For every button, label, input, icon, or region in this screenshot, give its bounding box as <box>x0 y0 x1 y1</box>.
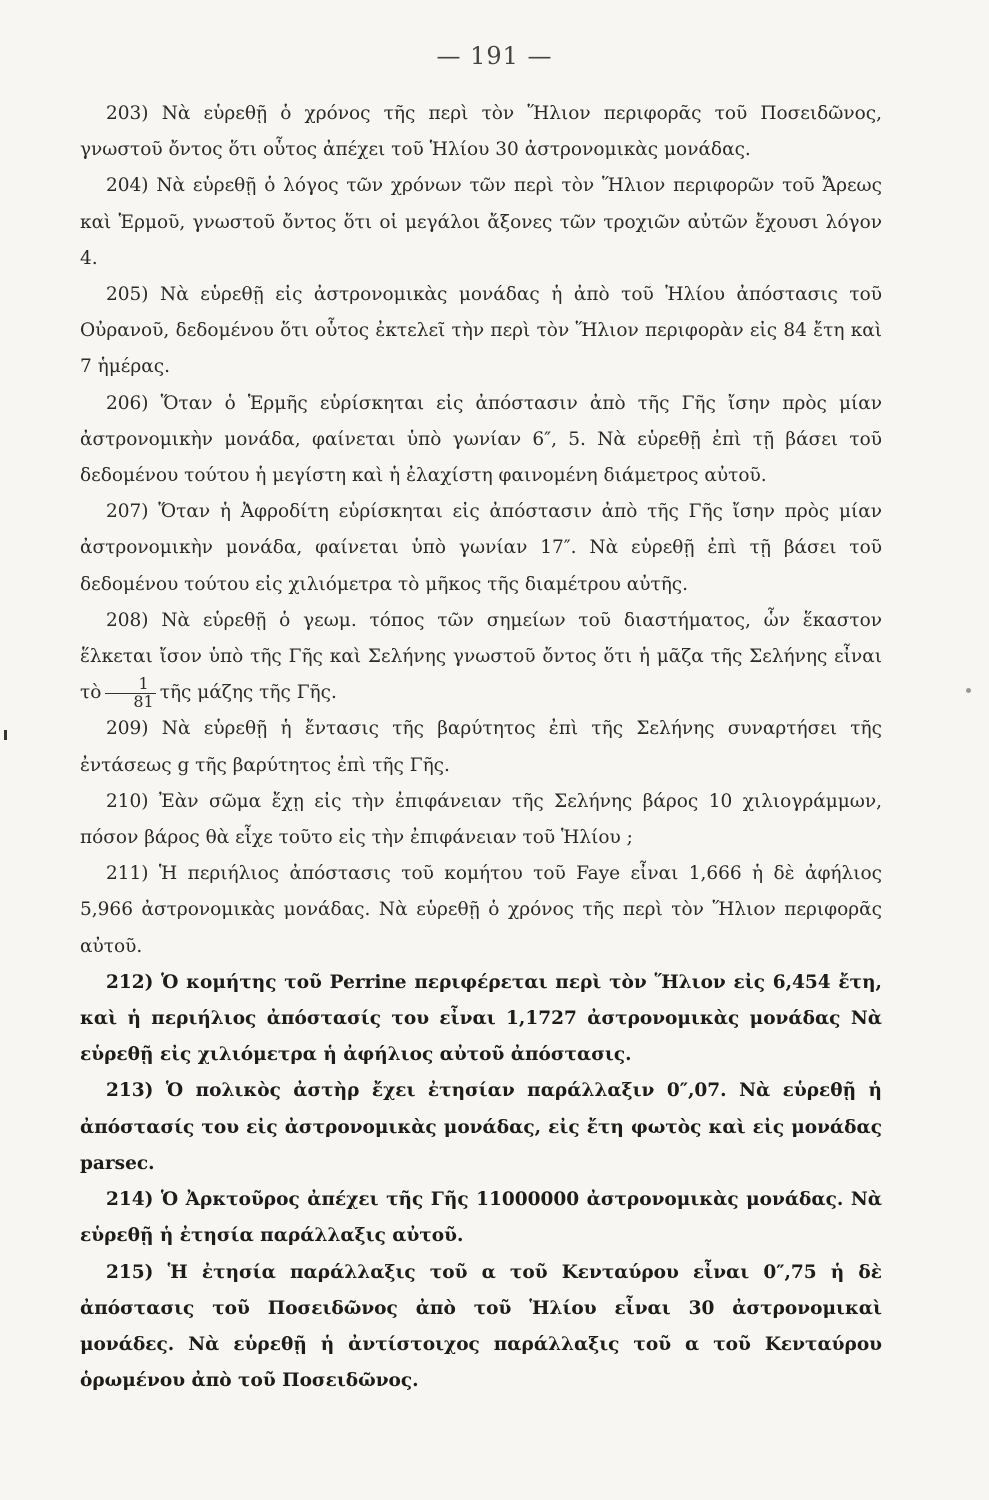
problem-208-text: 208) Νὰ εὑρεθῇ ὁ γεωμ. τόπος τῶν σημείων τοῦ διαστήματος, ὧν ἕκαστον ἕλκεται ἴσον ὑπὸ τῆς Γῆς καὶ Σελήνης γνωστοῦ ὄντος ὅτι ἡ μᾶζα τῆς Σελήνης εἶναι τὸ <box>80 609 882 704</box>
problem-204: 204) Νὰ εὑρεθῇ ὁ λόγος τῶν χρόνων τῶν περὶ τὸν Ἥλιον περιφορῶν τοῦ Ἄρεως καὶ Ἑρμοῦ, γνωστοῦ ὄντος ὅτι οἱ μεγάλοι ἄξονες τῶν τροχιῶν αὐτῶν ἔχουσι λόγον 4. <box>80 175 882 269</box>
problem-203: 203) Νὰ εὑρεθῇ ὁ χρόνος τῆς περὶ τὸν Ἥλιον περιφορᾶς τοῦ Ποσειδῶνος, γνωστοῦ ὄντος ὅτι οὗτος ἀπέχει τοῦ Ἡλίου 30 ἀστρονομικὰς μονάδας. <box>80 103 882 161</box>
fraction-denominator: 81 <box>133 691 154 711</box>
problem-208 <box>80 603 882 712</box>
problem-210: 210) Ἐὰν σῶμα ἔχῃ εἰς τὴν ἐπιφάνειαν τῆς Σελήνης βάρος 10 χιλιογράμμων, πόσον βάρος θὰ εἶχε τοῦτο εἰς τὴν ἐπιφάνειαν τοῦ Ἡλίου ; <box>80 790 882 849</box>
fraction-numerator: 1 <box>105 676 155 694</box>
problem-206: 206) Ὅταν ὁ Ἑρμῆς εὑρίσκηται εἰς ἀπόστασιν ἀπὸ τῆς Γῆς ἴσην πρὸς μίαν ἀστρονομικὴν μονάδα, φαίνεται ὑπὸ γωνίαν 6″, 5. Νὰ εὑρεθῇ ἐπὶ τῇ βάσει τοῦ δεδομένου τούτου ἡ μεγίστη καὶ ἡ ἐλαχίστη φαινομένη διάμετρος αὐτοῦ. <box>80 392 882 487</box>
problem-214: 214) Ὁ Ἀρκτοῦρος ἀπέχει τῆς Γῆς 11000000 ἀστρονομικὰς μονάδας. Νὰ εὑρεθῇ ἡ ἐτησία παράλλαξις αὐτοῦ. <box>80 1189 882 1247</box>
margin-dot <box>966 688 971 693</box>
problem-211: 211) Ἡ περιήλιος ἀπόστασις τοῦ κομήτου τοῦ Faye εἶναι 1,666 ἡ δὲ ἀφήλιος 5,966 ἀστρονομικὰς μονάδας. Νὰ εὑρεθῇ ὁ χρόνος τῆς περὶ τὸν Ἥλιον περιφορᾶς αὐτοῦ. <box>80 863 882 957</box>
margin-mark <box>4 730 7 740</box>
problem-208-text-end: τῆς μάζης τῆς Γῆς. <box>159 682 337 704</box>
problem-list <box>80 96 882 1399</box>
problem-215: 215) Ἡ ἐτησία παράλλαξις τοῦ α τοῦ Κενταύρου εἶναι 0″,75 ἡ δὲ ἀπόστασις τοῦ Ποσειδῶνος ἀπὸ τοῦ Ἡλίου εἶναι 30 ἀστρονομικαὶ μονάδες. Νὰ εὑρεθῇ ἡ ἀντίστοιχος παράλλαξις τοῦ α τοῦ Κενταύρου ὁρωμένου ἀπὸ τοῦ Ποσειδῶνος. <box>80 1261 882 1392</box>
problem-212: 212) Ὁ κομήτης τοῦ Perrine περιφέρεται περὶ τὸν Ἥλιον εἰς 6,454 ἔτη, καὶ ἡ περιήλιος ἀπόστασίς του εἶναι 1,1727 ἀστρονομικὰς μονάδας Νὰ εὑρεθῇ εἰς χιλιόμετρα ἡ ἀφήλιος αὐτοῦ ἀπόστασις. <box>80 971 882 1066</box>
problem-209: 209) Νὰ εὑρεθῇ ἡ ἔντασις τῆς βαρύτητος ἐπὶ τῆς Σελήνης συναρτήσει τῆς ἐντάσεως g τῆς βαρύτητος ἐπὶ τῆς Γῆς. <box>80 718 882 776</box>
fraction-one-eighty-first <box>105 673 155 711</box>
problem-205: 205) Νὰ εὑρεθῇ εἰς ἀστρονομικὰς μονάδας ἡ ἀπὸ τοῦ Ἡλίου ἀπόστασις τοῦ Οὐρανοῦ, δεδομένου ὅτι οὗτος ἐκτελεῖ τὴν περὶ τὸν Ἥλιον περιφορὰν εἰς 84 ἔτη καὶ 7 ἡμέρας. <box>80 284 882 378</box>
problem-207: 207) Ὅταν ἡ Ἀφροδίτη εὑρίσκηται εἰς ἀπόστασιν ἀπὸ τῆς Γῆς ἴσην πρὸς μίαν ἀστρονομικὴν μονάδα, φαίνεται ὑπὸ γωνίαν 17″. Νὰ εὑρεθῇ ἐπὶ τῇ βάσει τοῦ δεδομένου τούτου εἰς χιλιόμετρα τὸ μῆκος τῆς διαμέτρου αὐτῆς. <box>80 501 882 595</box>
page-number: — 191 — <box>436 42 553 70</box>
problem-213: 213) Ὁ πολικὸς ἀστὴρ ἔχει ἐτησίαν παράλλαξιν 0″,07. Νὰ εὑρεθῇ ἡ ἀπόστασίς του εἰς ἀστρονομικὰς μονάδας, εἰς ἔτη φωτὸς καὶ εἰς μονάδας parsec. <box>80 1080 882 1174</box>
